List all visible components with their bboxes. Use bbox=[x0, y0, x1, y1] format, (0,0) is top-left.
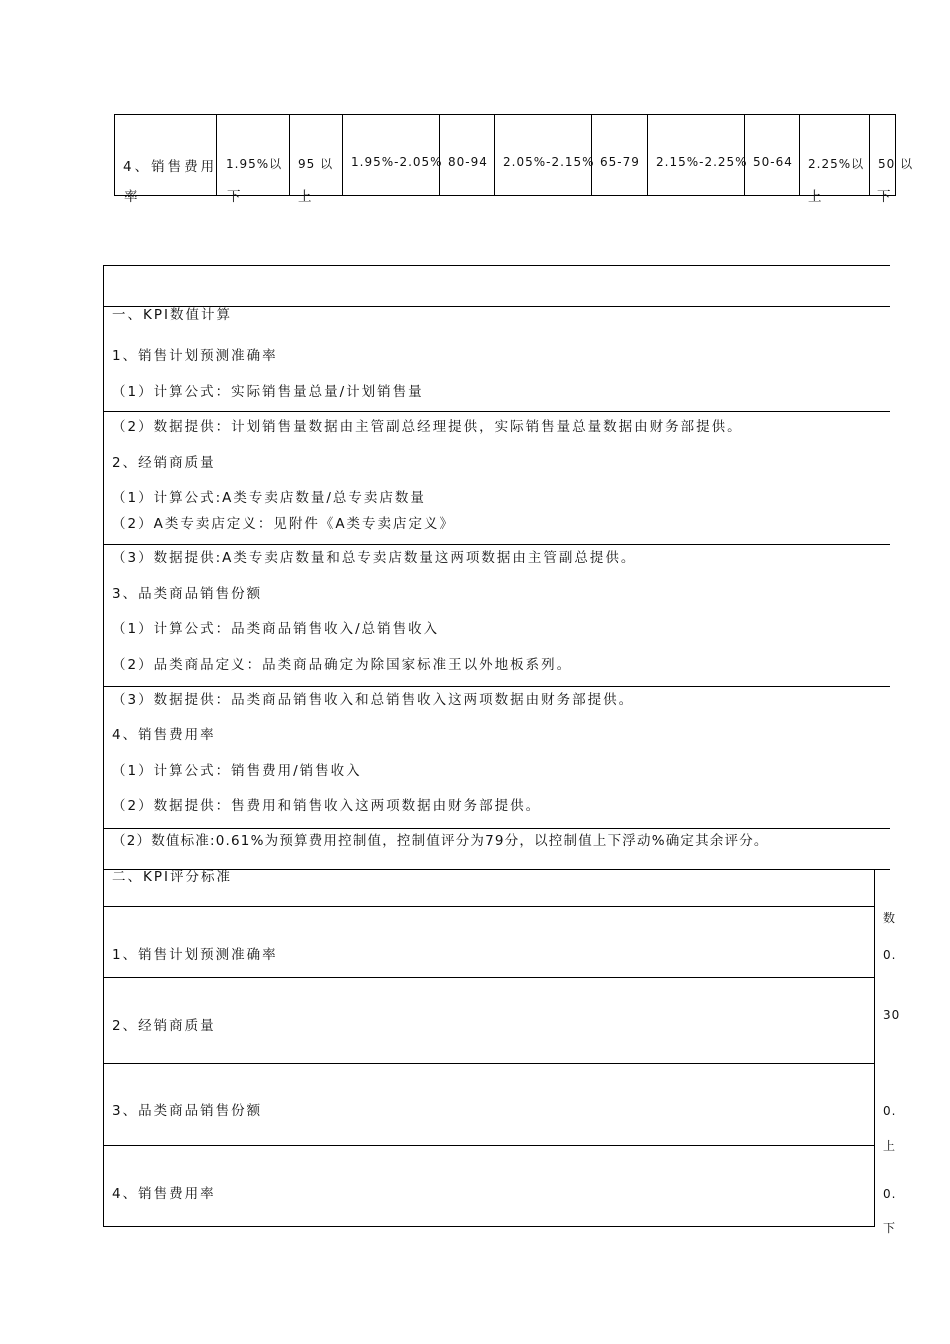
table-cell: 1.95%-2.05% bbox=[343, 115, 440, 195]
table-border bbox=[103, 1145, 874, 1146]
table-cell: 50 以 bbox=[878, 157, 914, 171]
table-cell: 2.05%-2.15% bbox=[495, 115, 592, 195]
overflow-text: 上 bbox=[808, 189, 824, 205]
item-data: （2）数据提供：计划销售量数据由主管副总经理提供，实际销售量总量数据由财务部提供。 bbox=[112, 419, 743, 435]
item-formula: （1）计算公式：实际销售量总量/计划销售量 bbox=[112, 384, 424, 400]
table-cell: 1.95%以 bbox=[217, 115, 290, 195]
overflow-text: 上 bbox=[298, 189, 314, 205]
table-border bbox=[103, 411, 890, 412]
top-score-table-row bbox=[114, 114, 914, 196]
table-border-left bbox=[103, 265, 104, 1227]
table-cell: 50-64 bbox=[745, 115, 800, 195]
table-border bbox=[103, 1063, 874, 1064]
clipped-cell-text: 0. bbox=[883, 1104, 897, 1118]
clipped-cell-text: 下 bbox=[883, 1221, 897, 1235]
item-title: 4、销售费用率 bbox=[112, 727, 216, 743]
overflow-text: 下 bbox=[877, 189, 893, 205]
section-title: 二、KPI评分标准 bbox=[112, 869, 232, 885]
item-standard: （2）数值标准:0.61%为预算费用控制值，控制值评分为79分，以控制值上下浮动%确定其余评分。 bbox=[112, 833, 769, 849]
score-row-label: 4、销售费用率 bbox=[112, 1186, 216, 1202]
table-border bbox=[103, 686, 890, 687]
score-row-label: 1、销售计划预测准确率 bbox=[112, 947, 278, 963]
item-title: 2、经销商质量 bbox=[112, 455, 216, 471]
overflow-text: 下 bbox=[227, 189, 243, 205]
table-border bbox=[103, 977, 874, 978]
table-cell: 95 以 bbox=[290, 115, 343, 195]
table-border bbox=[103, 1226, 874, 1227]
table-border bbox=[103, 544, 890, 545]
clipped-cell-text: 0. bbox=[883, 1187, 897, 1201]
overflow-text: 率 bbox=[124, 189, 140, 205]
table-border bbox=[103, 265, 890, 266]
clipped-cell-text: 数 bbox=[883, 911, 897, 925]
table-border bbox=[103, 828, 890, 829]
table-cell: 2.25%以 bbox=[800, 115, 870, 195]
table-border bbox=[103, 906, 874, 907]
item-formula: （1）计算公式：品类商品销售收入/总销售收入 bbox=[112, 621, 440, 637]
item-definition: （2）品类商品定义：品类商品确定为除国家标准王以外地板系列。 bbox=[112, 657, 573, 673]
item-data: （3）数据提供：品类商品销售收入和总销售收入这两项数据由财务部提供。 bbox=[112, 692, 635, 708]
item-title: 1、销售计划预测准确率 bbox=[112, 348, 278, 364]
table-cell: 65-79 bbox=[592, 115, 648, 195]
clipped-cell-text: 上 bbox=[883, 1139, 897, 1153]
score-row-label: 2、经销商质量 bbox=[112, 1018, 216, 1034]
item-formula: （1）计算公式：销售费用/销售收入 bbox=[112, 763, 362, 779]
clipped-cell-text: 30 bbox=[883, 1008, 901, 1022]
item-data: （2）数据提供：售费用和销售收入这两项数据由财务部提供。 bbox=[112, 798, 542, 814]
section-title: 一、KPI数值计算 bbox=[112, 307, 232, 323]
table-cell: 80-94 bbox=[440, 115, 495, 195]
clipped-cell-text: 0. bbox=[883, 948, 897, 962]
item-title: 3、品类商品销售份额 bbox=[112, 586, 263, 602]
item-definition: （2）A类专卖店定义：见附件《A类专卖店定义》 bbox=[112, 516, 456, 532]
table-cell: 2.15%-2.25% bbox=[648, 115, 745, 195]
item-formula: （1）计算公式:A类专卖店数量/总专卖店数量 bbox=[112, 490, 426, 506]
item-data: （3）数据提供:A类专卖店数量和总专卖店数量这两项数据由主管副总提供。 bbox=[112, 550, 637, 566]
table-border bbox=[874, 869, 875, 1227]
score-row-label: 3、品类商品销售份额 bbox=[112, 1103, 263, 1119]
table-cell: 4、销售费用 bbox=[115, 115, 217, 195]
